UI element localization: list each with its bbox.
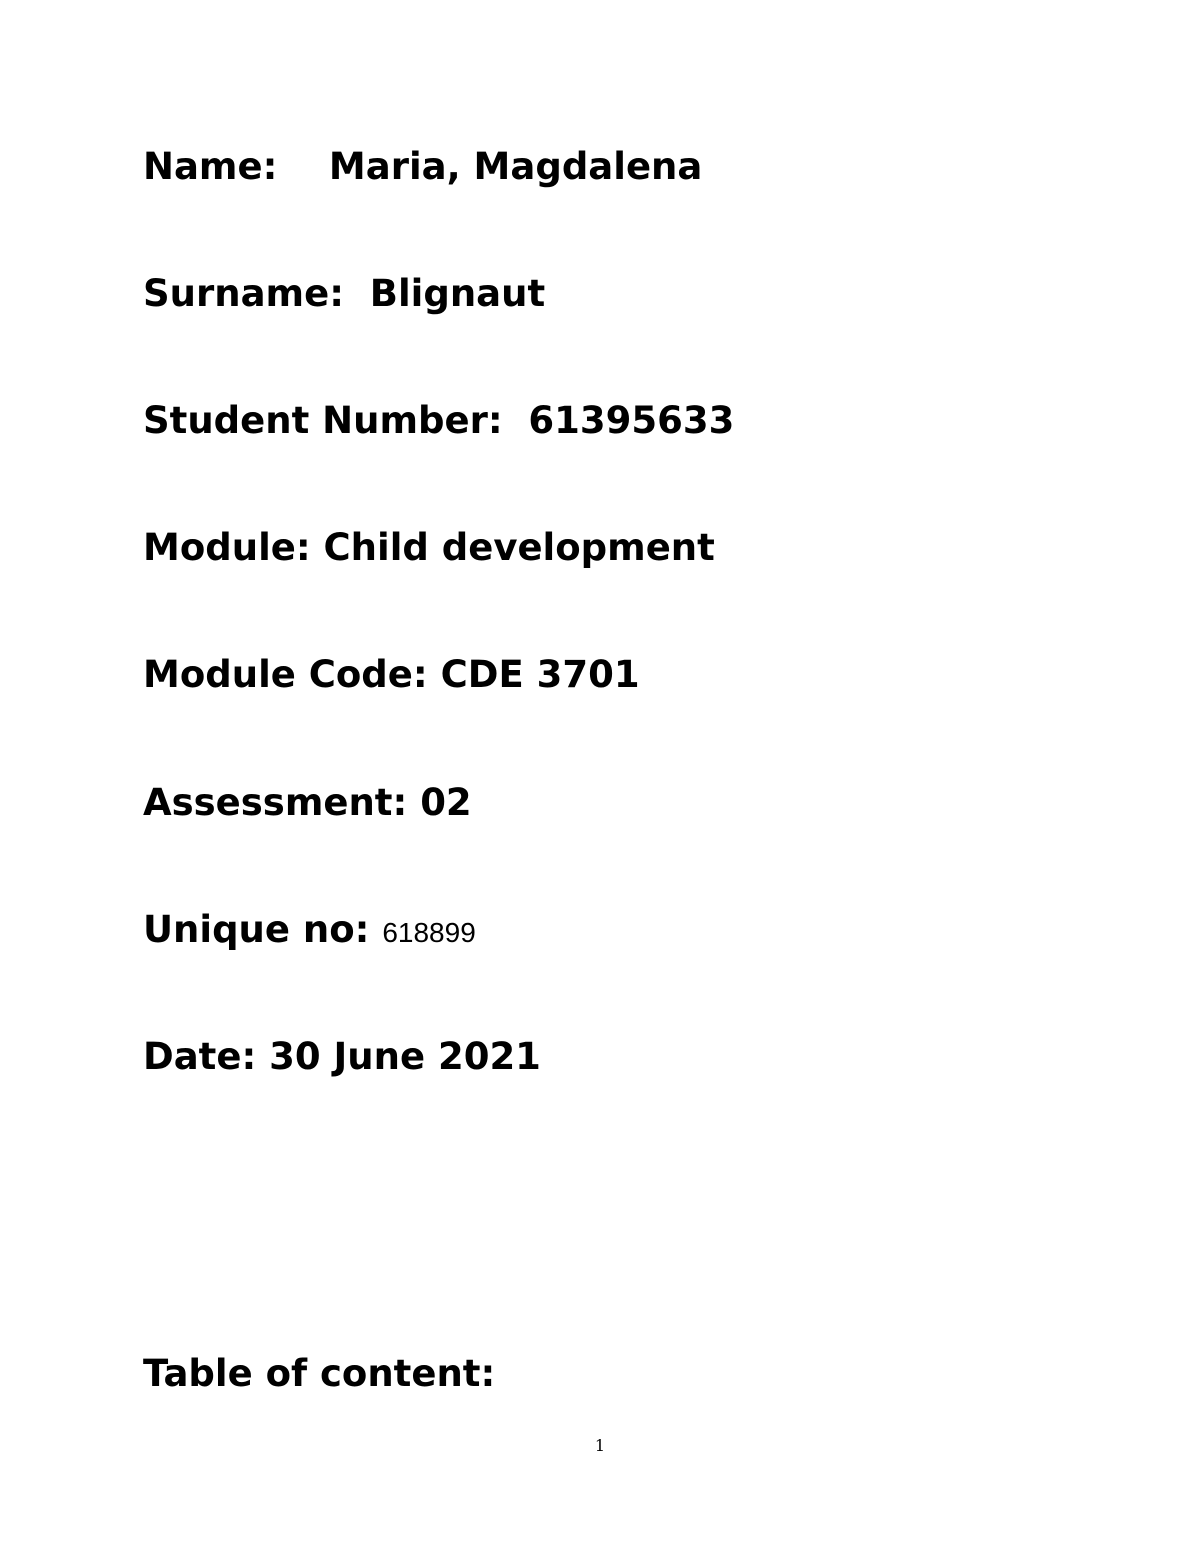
student-number-label: Student Number: bbox=[143, 399, 503, 442]
module-code-label: Module Code: bbox=[143, 653, 428, 696]
date-label: Date: bbox=[143, 1035, 257, 1078]
unique-no-label: Unique no: bbox=[143, 908, 370, 951]
assessment-value: 02 bbox=[420, 781, 472, 824]
surname-value: Blignaut bbox=[369, 272, 546, 315]
assessment-label: Assessment: bbox=[143, 781, 408, 824]
date-value: 30 June 2021 bbox=[269, 1035, 541, 1078]
module-label: Module: bbox=[143, 526, 311, 569]
date-line bbox=[143, 1035, 541, 1078]
unique-no-line bbox=[143, 908, 476, 951]
surname-label: Surname: bbox=[143, 272, 344, 315]
page-number: 1 bbox=[594, 1436, 606, 1455]
assessment-line bbox=[143, 781, 472, 824]
name-value: Maria, Magdalena bbox=[328, 145, 703, 188]
unique-no-value: 618899 bbox=[382, 917, 476, 948]
student-number-value: 61395633 bbox=[528, 399, 735, 442]
student-number-line bbox=[143, 399, 735, 442]
name-line bbox=[143, 145, 703, 188]
name-label: Name: bbox=[143, 145, 278, 188]
module-value: Child development bbox=[323, 526, 715, 569]
module-code-value: CDE 3701 bbox=[440, 653, 640, 696]
toc-heading: Table of content: bbox=[143, 1352, 496, 1395]
module-code-line bbox=[143, 653, 640, 696]
module-line bbox=[143, 526, 715, 569]
surname-line bbox=[143, 272, 546, 315]
